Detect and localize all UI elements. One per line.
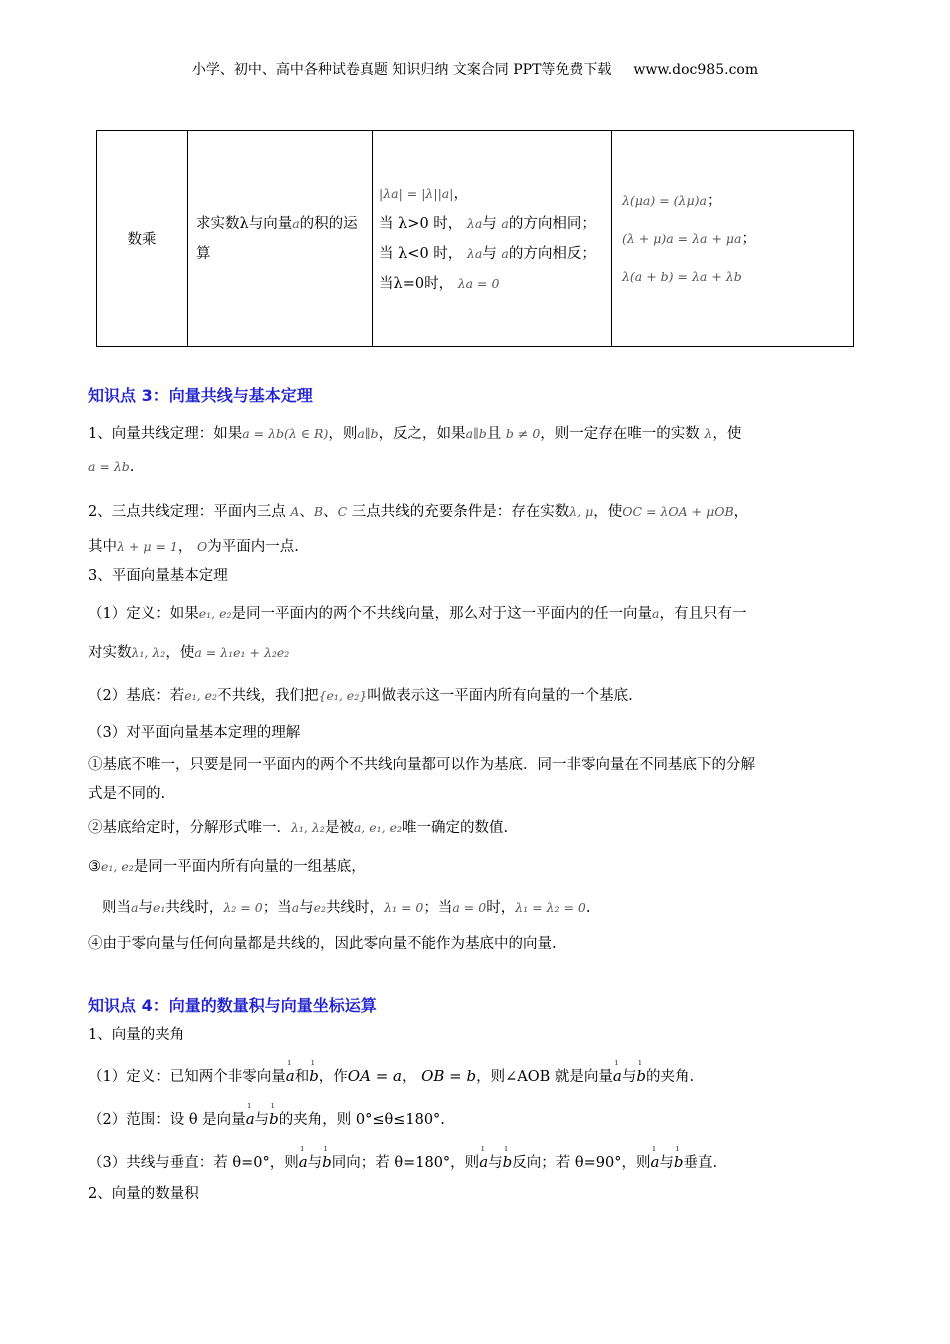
formula: a — [131, 900, 139, 915]
definition-suffix: 的积的运算 — [196, 215, 358, 262]
t: 与 — [621, 1069, 637, 1085]
text: 当λ=0时， — [379, 275, 454, 292]
table-cell-definition — [188, 131, 373, 347]
property-line — [379, 269, 605, 299]
vector-b: ı b — [322, 1152, 332, 1172]
vector-a: ı a — [650, 1152, 659, 1172]
t: 且 — [486, 426, 502, 442]
formula: a = λ₁e₁ + λ₂e₂ — [194, 645, 290, 660]
definition-line-cont — [88, 643, 858, 663]
t: ②基底给定时，分解形式唯一． — [88, 820, 291, 836]
definition-prefix: 求实数λ与向量 — [196, 215, 293, 232]
formula: e₁ — [152, 900, 166, 915]
vector-a: ı a — [246, 1109, 255, 1129]
vector-a: ı a — [479, 1152, 488, 1172]
law-line — [622, 182, 843, 220]
t: 是被 — [324, 820, 354, 836]
t: ；当 — [423, 900, 453, 916]
point-3-detail — [102, 898, 872, 918]
section-4-title: 知识点 4：向量的数量积与向量坐标运算 — [88, 996, 377, 1015]
t: 共线时， — [326, 900, 385, 916]
formula: λ + μ = 1 — [117, 539, 178, 554]
t: ，使 — [712, 426, 742, 442]
understanding-heading: （3）对平面向量基本定理的理解 — [88, 725, 301, 741]
t: （3）共线与垂直：若 θ=0°，则 — [88, 1155, 299, 1171]
text: ； — [706, 192, 722, 209]
t: 的夹角，则 0°≤θ≤180°. — [278, 1112, 445, 1128]
formula: λa — [466, 245, 483, 261]
formula: a, e₁, e₂ — [353, 820, 402, 835]
t: ， — [401, 1069, 417, 1085]
formula: λa = 0 — [457, 275, 500, 291]
point-4: ④由于零向量与任何向量都是共线的，因此零向量不能作为基底中的向量. — [88, 936, 557, 952]
t: ，则一定存在唯一的实数 — [540, 426, 700, 442]
t: 对实数 — [88, 645, 132, 661]
formula: a = 0 — [452, 900, 487, 915]
text: 的方向相同； — [508, 215, 596, 232]
text: 当 λ>0 时， — [379, 215, 463, 232]
formula: e₂ — [313, 900, 327, 915]
formula: b ≠ 0 — [505, 426, 541, 441]
formula: OA = a — [347, 1067, 402, 1085]
point-3 — [88, 857, 858, 877]
point-2 — [88, 818, 858, 838]
formula: a∥b — [357, 426, 379, 441]
text: ， — [453, 185, 468, 202]
t: 共线时， — [165, 900, 224, 916]
formula: B — [313, 504, 324, 519]
t: 与 — [659, 1155, 674, 1171]
angle-definition — [88, 1066, 858, 1087]
t: 、 — [299, 504, 314, 520]
angle-heading: 1、向量的夹角 — [88, 1027, 185, 1043]
t: 与 — [138, 900, 153, 916]
t: 同向；若 θ=180°，则 — [331, 1155, 480, 1171]
formula: a = λb — [88, 459, 130, 474]
t: ，反之，如果 — [378, 426, 466, 442]
t: 反向；若 θ=90°，则 — [512, 1155, 651, 1171]
t: ，使 — [165, 645, 195, 661]
text: 与 — [482, 215, 497, 232]
header-site: www.doc985.com — [633, 62, 759, 78]
t: ， — [733, 504, 749, 520]
formula: OB = b — [421, 1067, 477, 1085]
formula: a — [501, 245, 509, 261]
text: 当 λ<0 时， — [379, 245, 463, 262]
formula: e₁, e₂ — [101, 859, 134, 874]
t: 垂直. — [683, 1155, 718, 1171]
t: 与 — [488, 1155, 503, 1171]
t: 2、三点共线定理：平面内三点 — [88, 504, 286, 520]
vector-b: ı b — [636, 1066, 646, 1086]
formula: λ₁, λ₂ — [131, 645, 166, 660]
three-point-theorem-cont — [88, 537, 858, 557]
formula: e₁, e₂ — [198, 606, 232, 621]
definition-line — [88, 604, 858, 624]
formula: {e₁, e₂} — [318, 688, 368, 703]
t: ，则 — [328, 426, 358, 442]
definition-var: a — [292, 215, 300, 231]
t: . — [585, 900, 591, 916]
vector-b: ı b — [674, 1152, 684, 1172]
t: 其中 — [88, 539, 117, 555]
basis-line — [88, 686, 858, 706]
t: 叫做表示这一平面内所有向量的一个基底. — [367, 688, 633, 704]
t: ，则∠AOB 就是向量 — [476, 1069, 613, 1085]
t: 不共线，我们把 — [217, 688, 319, 704]
t: 与 — [254, 1112, 270, 1128]
formula: |λa| = |λ||a| — [379, 185, 454, 201]
table-cell-laws — [612, 131, 854, 347]
formula: λ(a + b) = λa + λb — [622, 268, 742, 284]
formula: λ₁, λ₂ — [291, 820, 325, 835]
t: ③ — [88, 859, 101, 875]
t: 1、向量共线定理：如果 — [88, 426, 243, 442]
property-line — [379, 239, 605, 269]
page-header — [0, 59, 950, 79]
law-line — [622, 220, 843, 258]
t: 与 — [307, 1155, 323, 1171]
formula: λ, μ — [569, 504, 594, 519]
formula: λ — [704, 426, 713, 441]
text: 与 — [482, 245, 497, 262]
t: 则当 — [102, 900, 131, 916]
operation-name: 数乘 — [127, 232, 157, 248]
collinear-perpendicular — [88, 1152, 858, 1173]
law-line — [622, 258, 843, 296]
text: ； — [741, 230, 756, 247]
t: 唯一确定的数值. — [402, 820, 509, 836]
vector-b: ı b — [503, 1152, 513, 1172]
formula: O — [196, 539, 208, 554]
collinear-theorem-cont — [88, 457, 858, 477]
table-cell-properties — [373, 131, 612, 347]
vector-b: ı b — [269, 1109, 279, 1129]
header-text: 小学、初中、高中各种试卷真题 知识归纳 文案合同 PPT等免费下载 — [191, 62, 612, 78]
angle-range — [88, 1109, 858, 1130]
t: ；当 — [262, 900, 292, 916]
vector-a: ı a — [613, 1066, 622, 1086]
formula: λ₂ = 0 — [223, 900, 263, 915]
t: ，有且只有一 — [659, 606, 747, 622]
t: . — [129, 459, 135, 475]
t: （2）基底：若 — [88, 688, 185, 704]
formula: a = λb(λ ∈ R) — [242, 426, 329, 441]
formula: e₁, e₂ — [184, 688, 217, 703]
three-point-theorem — [88, 502, 858, 522]
property-line — [379, 209, 605, 239]
formula: OC = λOA + μOB — [622, 504, 734, 519]
vector-a: ı a — [286, 1066, 295, 1086]
point-1: ①基底不唯一，只要是同一平面内的两个不共线向量都可以作为基底．同一非零向量在不同基底下的分解 — [88, 757, 755, 773]
t: 与 — [299, 900, 314, 916]
formula: A — [290, 504, 300, 519]
t: ， — [177, 539, 193, 555]
t: ，作 — [318, 1069, 348, 1085]
vector-a: ı a — [299, 1152, 308, 1172]
formula: λ₁ = 0 — [384, 900, 424, 915]
table-cell-name — [97, 131, 188, 347]
formula: (λ + μ)a = λa + μa — [622, 230, 742, 246]
t: 时， — [486, 900, 516, 916]
formula: a∥b — [465, 426, 487, 441]
formula: a — [501, 215, 509, 231]
formula: λ(μa) = (λμ)a — [622, 192, 707, 208]
scalar-multiplication-table — [96, 130, 854, 347]
t: 为平面内一点. — [207, 539, 299, 555]
vector-b: ı b — [309, 1066, 319, 1086]
t: （1）定义：如果 — [88, 606, 199, 622]
t: 是同一平面内所有向量的一组基底， — [133, 859, 366, 875]
dot-product-heading: 2、向量的数量积 — [88, 1186, 199, 1202]
basic-theorem-heading: 3、平面向量基本定理 — [88, 568, 228, 584]
formula: λa — [466, 215, 483, 231]
t: （1）定义：已知两个非零向量 — [88, 1069, 286, 1085]
t: ，使 — [593, 504, 623, 520]
t: 、 — [323, 504, 338, 520]
property-line — [379, 179, 605, 209]
formula: λ₁ = λ₂ = 0 — [515, 900, 586, 915]
collinear-theorem — [88, 424, 858, 444]
formula: a — [652, 606, 660, 621]
section-3-title: 知识点 3：向量共线与基本定理 — [88, 386, 313, 405]
t: 三点共线的充要条件是：存在实数 — [351, 504, 570, 520]
t: 和 — [294, 1069, 310, 1085]
t: （2）范围：设 θ 是向量 — [88, 1112, 246, 1128]
point-1-cont: 式是不同的. — [88, 786, 166, 802]
text: 的方向相反； — [508, 245, 596, 262]
formula: C — [337, 504, 348, 519]
formula: a — [291, 900, 300, 915]
t: 的夹角. — [645, 1069, 695, 1085]
t: 是同一平面内的两个不共线向量，那么对于这一平面内的任一向量 — [231, 606, 652, 622]
